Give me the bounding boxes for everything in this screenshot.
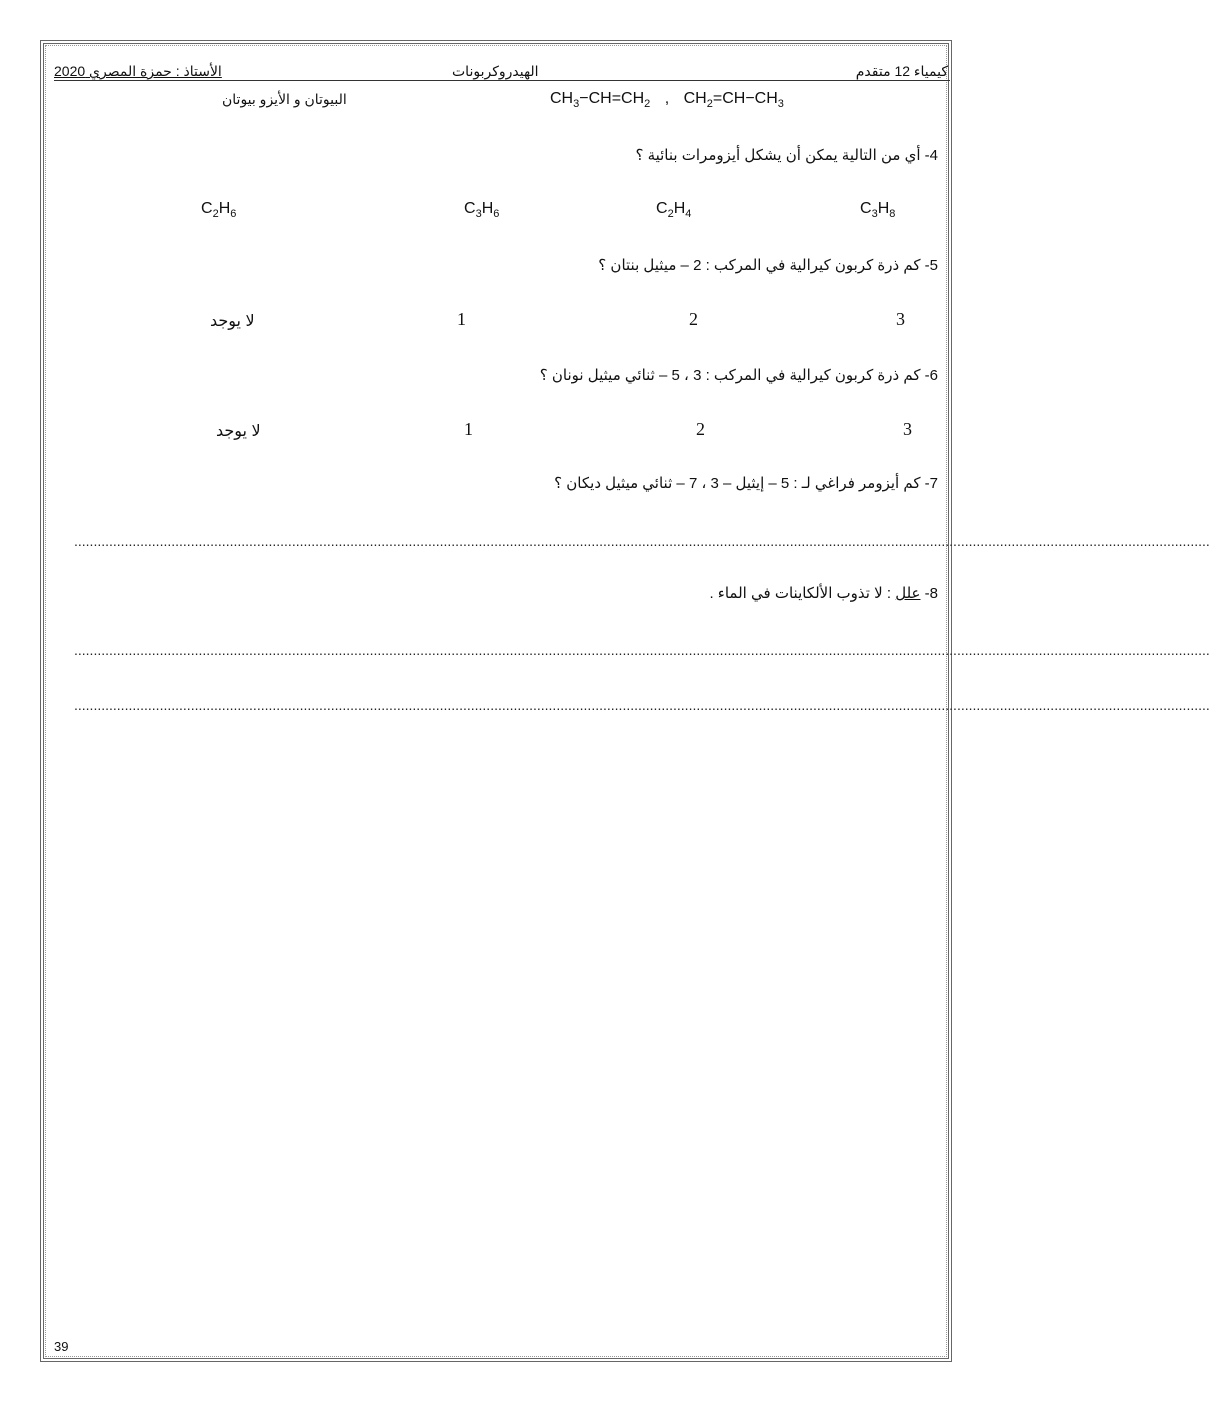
q6-option-2: 2	[696, 419, 705, 439]
q6-option-4: لا يوجد	[216, 423, 261, 440]
propene-formulas	[550, 90, 784, 110]
q5-option-1: 3	[896, 309, 905, 329]
header-title: الهيدروكربونات	[452, 63, 539, 79]
header-teacher: الأستاذ : حمزة المصري 2020	[54, 63, 222, 79]
header-rule	[54, 80, 950, 81]
formula-a: $CH_3-CH=CH_2$	[550, 90, 651, 111]
q5-option-3: 1	[457, 309, 466, 329]
q8-text: : لا تذوب الألكاينات في الماء .	[709, 585, 896, 602]
q5-option-4: لا يوجد	[210, 313, 255, 330]
formula-b: $CH_2=CH-CH_3$	[683, 90, 784, 111]
question-7: 7- كم أيزومر فراغي لـ : 5 – إيثيل – 3 ، 7 – ثنائي ميثيل ديكان ؟	[554, 475, 938, 492]
q6-option-1: 3	[903, 419, 912, 439]
question-5: 5- كم ذرة كربون كيرالية في المركب : 2 – ميثيل بنتان ؟	[598, 257, 938, 274]
answer-line-q7: ....................................................................................................................................................................................................................................................................................................	[74, 533, 1210, 549]
butane-isobutane-option: البيوتان و الأيزو بيوتان	[222, 91, 347, 107]
page-number: 39	[54, 1339, 69, 1354]
q8-keyword: علل	[895, 585, 921, 602]
answer-line-q8-1: ....................................................................................................................................................................................................................................................................................................	[74, 642, 1210, 658]
q4-option-c3h6: $C_3H_6$	[464, 200, 500, 221]
q5-option-2: 2	[689, 309, 698, 329]
q4-option-c2h4: $C_2H_4$	[656, 200, 692, 221]
formula-separator: ,	[664, 90, 670, 107]
q4-option-c2h6: $C_2H_6$	[201, 200, 237, 221]
answer-line-q8-2: ....................................................................................................................................................................................................................................................................................................	[74, 697, 1210, 713]
q6-option-3: 1	[464, 419, 473, 439]
q8-prefix: 8-	[920, 585, 938, 602]
q4-option-c3h8: $C_3H_8$	[860, 200, 896, 221]
question-4: 4- أي من التالية يمكن أن يشكل أيزومرات بنائية ؟	[635, 147, 938, 164]
header-subject: كيمياء 12 متقدم	[855, 63, 948, 79]
question-6: 6- كم ذرة كربون كيرالية في المركب : 3 ، 5 – ثنائي ميثيل نونان ؟	[539, 367, 938, 384]
question-8	[709, 584, 938, 602]
